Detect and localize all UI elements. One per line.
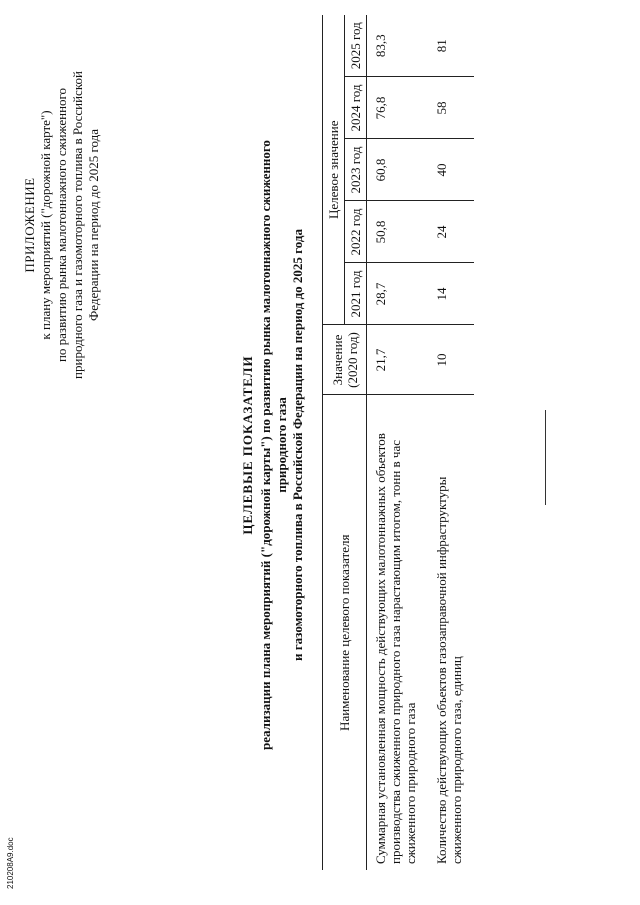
title-line-1: реализации плана мероприятий ("дорожной карты") по развитию рынка малотоннажного сжиженного природного газа <box>258 140 289 750</box>
header-base-value: Значение (2020 год) <box>323 325 367 395</box>
target-value: 40 <box>428 139 474 201</box>
title-line-2: и газомоторного топлива в Российской Федерации на период до 2025 года <box>290 229 305 661</box>
table-row <box>367 15 429 870</box>
header-indicator-name: Наименование целевого показателя <box>323 395 367 870</box>
base-value: 10 <box>428 325 474 395</box>
separator-line <box>545 410 546 505</box>
header-year: 2024 год <box>345 77 367 139</box>
document-code: 210208А9.doc <box>6 837 15 889</box>
appendix-line: природного газа и газомоторного топлива в Российской <box>70 71 85 379</box>
target-value: 24 <box>428 201 474 263</box>
appendix-heading: ПРИЛОЖЕНИЕ <box>22 177 37 273</box>
target-value: 60,8 <box>367 139 429 201</box>
targets-table <box>322 15 474 870</box>
header-year: 2022 год <box>345 201 367 263</box>
indicator-name: Суммарная установленная мощность действующих малотоннажных объектов производства сжиженного природного газа нарастающим итогом, тонн в час сжиженного природного газа <box>367 395 429 870</box>
header-year: 2023 год <box>345 139 367 201</box>
appendix-block <box>22 45 102 405</box>
target-value: 28,7 <box>367 263 429 325</box>
target-value: 14 <box>428 263 474 325</box>
target-value: 81 <box>428 15 474 77</box>
indicator-name: Количество действующих объектов газозаправочной инфраструктуры сжиженного природного газа, единиц <box>428 395 474 870</box>
header-target-value: Целевое значение <box>323 15 345 325</box>
document-title <box>240 135 306 755</box>
appendix-line: по развитию рынка малотоннажного сжиженного <box>54 87 69 363</box>
appendix-line: Федерации на период до 2025 года <box>86 129 101 321</box>
header-year: 2021 год <box>345 263 367 325</box>
base-value: 21,7 <box>367 325 429 395</box>
target-value: 58 <box>428 77 474 139</box>
table-row <box>428 15 474 870</box>
target-value: 83,3 <box>367 15 429 77</box>
title-main: ЦЕЛЕВЫЕ ПОКАЗАТЕЛИ <box>240 355 255 535</box>
header-year: 2025 год <box>345 15 367 77</box>
target-value: 50,8 <box>367 201 429 263</box>
appendix-line: к плану мероприятий ("дорожной карте") <box>38 110 53 340</box>
target-value: 76,8 <box>367 77 429 139</box>
